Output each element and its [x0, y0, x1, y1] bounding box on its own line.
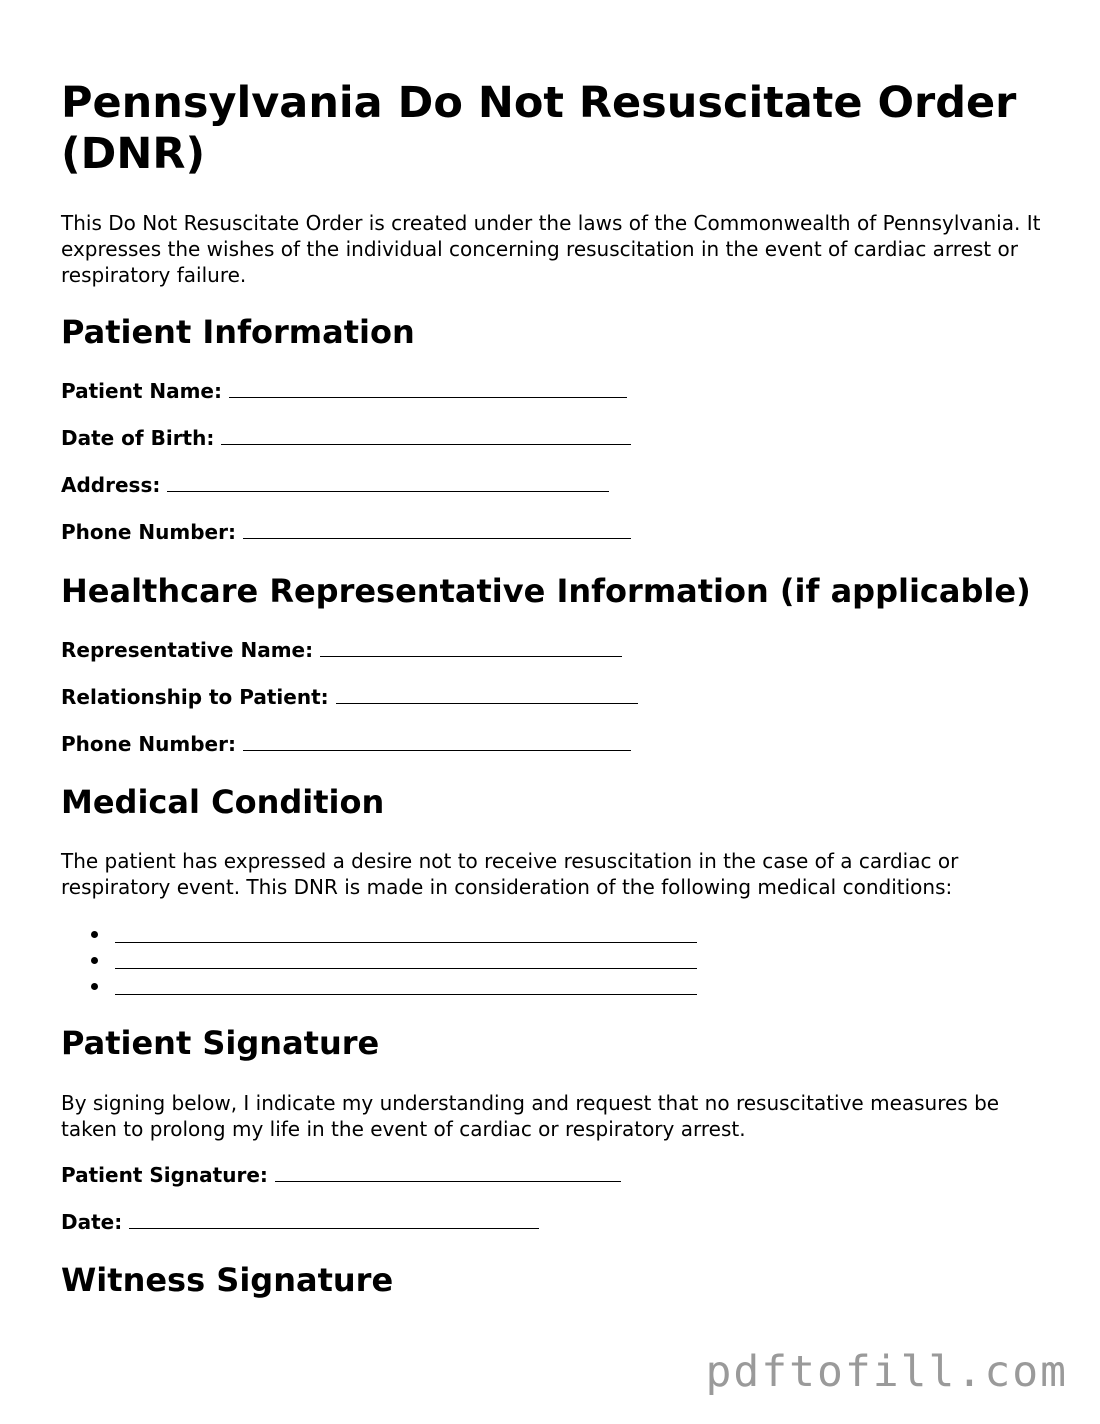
- list-item[interactable]: [61, 974, 697, 1000]
- patient-signature-heading: Patient Signature: [61, 1024, 380, 1062]
- patient-phone-blank[interactable]: [243, 520, 631, 539]
- date-of-birth-label: Date of Birth:: [61, 426, 215, 450]
- signature-date-blank[interactable]: [129, 1210, 539, 1229]
- condition-blank[interactable]: [115, 948, 697, 969]
- patient-signature-paragraph: By signing below, I indicate my understanding and request that no resuscitative measures be taken to prolong my life in the event of cardiac or respiratory arrest.: [61, 1091, 1000, 1141]
- condition-blank[interactable]: [115, 974, 697, 995]
- patient-name-label: Patient Name:: [61, 379, 222, 403]
- representative-name-blank[interactable]: [320, 638, 622, 657]
- list-item[interactable]: [61, 922, 697, 948]
- patient-information-heading: Patient Information: [61, 313, 415, 351]
- bullet-icon: [91, 983, 98, 990]
- relationship-blank[interactable]: [336, 685, 638, 704]
- address-blank[interactable]: [167, 473, 609, 492]
- representative-phone-blank[interactable]: [243, 732, 631, 751]
- medical-conditions-list: [61, 922, 697, 1000]
- representative-phone-label: Phone Number:: [61, 732, 236, 756]
- representative-information-heading: Healthcare Representative Information (if applicable): [61, 572, 1031, 610]
- address-label: Address:: [61, 473, 161, 497]
- representative-name-field[interactable]: [61, 638, 622, 662]
- list-item[interactable]: [61, 948, 697, 974]
- patient-signature-label: Patient Signature:: [61, 1163, 268, 1187]
- medical-condition-heading: Medical Condition: [61, 783, 385, 821]
- address-field[interactable]: [61, 473, 609, 497]
- patient-signature-blank[interactable]: [275, 1163, 621, 1182]
- witness-signature-heading: Witness Signature: [61, 1261, 394, 1299]
- patient-phone-label: Phone Number:: [61, 520, 236, 544]
- signature-date-label: Date:: [61, 1210, 123, 1234]
- patient-name-field[interactable]: [61, 379, 627, 403]
- intro-paragraph: This Do Not Resuscitate Order is created under the laws of the Commonwealth of Pennsylvania. It expresses the wishes of the individual concerning resuscitation in the event of cardiac arrest or respiratory failure.: [61, 211, 1041, 287]
- document-title: Pennsylvania Do Not Resuscitate Order (DNR): [61, 78, 1017, 179]
- patient-name-blank[interactable]: [229, 379, 627, 398]
- representative-phone-field[interactable]: [61, 732, 631, 756]
- date-of-birth-blank[interactable]: [221, 426, 631, 445]
- representative-name-label: Representative Name:: [61, 638, 314, 662]
- bullet-icon: [91, 957, 98, 964]
- patient-signature-field[interactable]: [61, 1163, 621, 1187]
- signature-date-field[interactable]: [61, 1210, 539, 1234]
- medical-condition-paragraph: The patient has expressed a desire not to receive resuscitation in the case of a cardiac or respiratory event. This DNR is made in consideration of the following medical conditions:: [61, 849, 959, 899]
- watermark: pdftofill.com: [705, 1347, 1068, 1397]
- relationship-label: Relationship to Patient:: [61, 685, 329, 709]
- relationship-field[interactable]: [61, 685, 638, 709]
- condition-blank[interactable]: [115, 922, 697, 943]
- date-of-birth-field[interactable]: [61, 426, 631, 450]
- bullet-icon: [91, 931, 98, 938]
- patient-phone-field[interactable]: [61, 520, 631, 544]
